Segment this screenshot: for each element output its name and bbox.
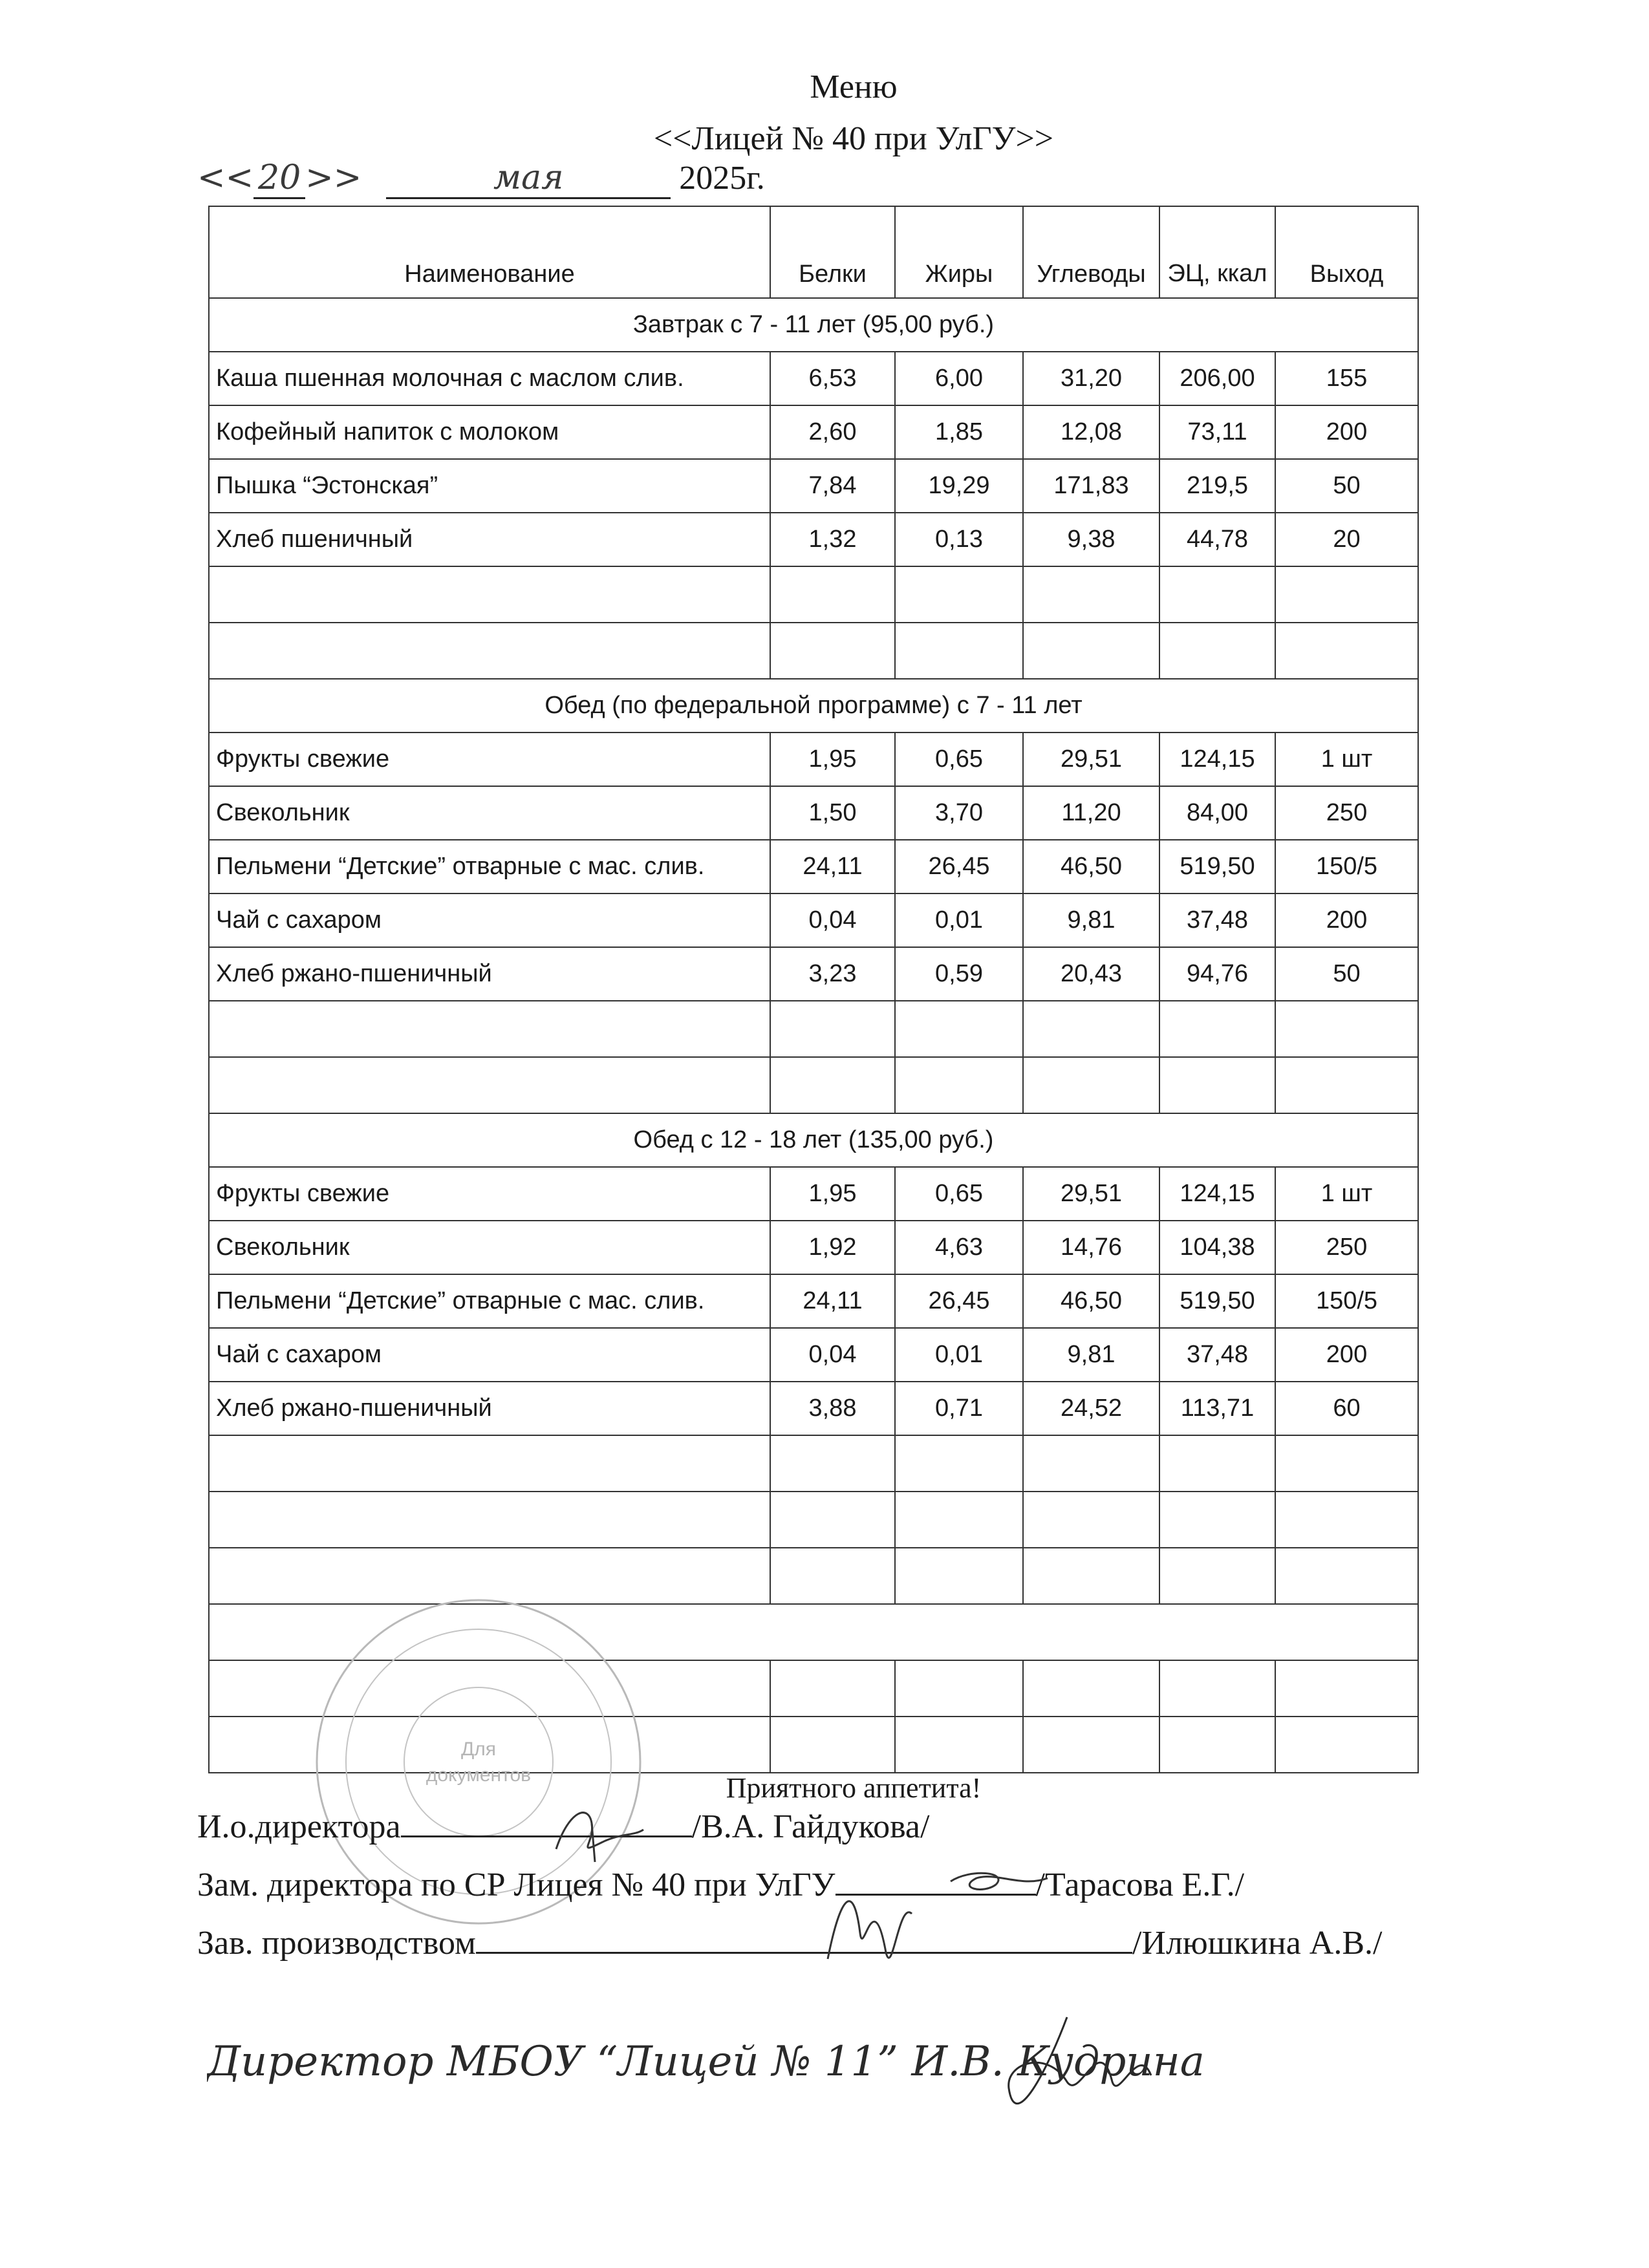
column-header-name: Наименование xyxy=(209,206,770,298)
value-cell: 6,53 xyxy=(770,352,895,405)
value-cell: 26,45 xyxy=(895,840,1023,893)
value-cell: 2,60 xyxy=(770,405,895,459)
dish-name-cell: Свекольник xyxy=(209,1221,770,1274)
empty-cell xyxy=(1275,1001,1418,1057)
empty-table-row xyxy=(209,1492,1418,1548)
value-cell: 0,04 xyxy=(770,893,895,947)
empty-cell xyxy=(209,1492,770,1548)
signature-line-production xyxy=(197,1923,1383,1962)
empty-cell xyxy=(209,1435,770,1492)
dish-name-cell: Пельмени “Детские” отварные с мас. слив. xyxy=(209,840,770,893)
date-line xyxy=(197,158,765,199)
empty-cell xyxy=(1023,1548,1159,1604)
value-cell: 250 xyxy=(1275,786,1418,840)
empty-table-row xyxy=(209,566,1418,623)
dish-name-cell: Хлеб ржано-пшеничный xyxy=(209,947,770,1001)
value-cell: 1,95 xyxy=(770,1167,895,1221)
column-header-carbs: Углеводы xyxy=(1023,206,1159,298)
empty-cell xyxy=(770,1057,895,1113)
section-header-row xyxy=(209,1113,1418,1167)
empty-cell xyxy=(1023,1492,1159,1548)
value-cell: 124,15 xyxy=(1159,733,1275,786)
table-row xyxy=(209,405,1418,459)
date-close: >> xyxy=(305,158,362,197)
empty-cell xyxy=(1023,1057,1159,1113)
value-cell: 519,50 xyxy=(1159,1274,1275,1328)
column-header-fat: Жиры xyxy=(895,206,1023,298)
empty-cell xyxy=(209,1057,770,1113)
value-cell: 200 xyxy=(1275,1328,1418,1382)
table-row xyxy=(209,786,1418,840)
value-cell: 0,04 xyxy=(770,1328,895,1382)
signature-name: /Тарасова Е.Г./ xyxy=(1035,1867,1245,1903)
table-row xyxy=(209,840,1418,893)
dish-name-cell: Свекольник xyxy=(209,786,770,840)
value-cell: 4,63 xyxy=(895,1221,1023,1274)
empty-table-row xyxy=(209,1057,1418,1113)
value-cell: 84,00 xyxy=(1159,786,1275,840)
empty-cell xyxy=(895,1548,1023,1604)
empty-table-row xyxy=(209,623,1418,679)
date-open: << xyxy=(197,158,254,197)
value-cell: 150/5 xyxy=(1275,1274,1418,1328)
value-cell: 206,00 xyxy=(1159,352,1275,405)
table-row xyxy=(209,352,1418,405)
table-row xyxy=(209,947,1418,1001)
stamp-text-line2: документов xyxy=(426,1764,532,1786)
signature-line-deputy xyxy=(197,1865,1244,1904)
value-cell: 3,23 xyxy=(770,947,895,1001)
closing-text: Приятного аппетита! xyxy=(726,1772,982,1804)
empty-table-row xyxy=(209,1001,1418,1057)
empty-cell xyxy=(770,1717,895,1773)
value-cell: 150/5 xyxy=(1275,840,1418,893)
signature-role: Зав. производством xyxy=(197,1925,476,1962)
dish-name-cell: Чай с сахаром xyxy=(209,893,770,947)
empty-cell xyxy=(1275,1548,1418,1604)
empty-cell xyxy=(1275,1057,1418,1113)
empty-cell xyxy=(895,1001,1023,1057)
table-header-row xyxy=(209,206,1418,298)
empty-cell xyxy=(895,1717,1023,1773)
empty-cell xyxy=(1159,1548,1275,1604)
table-row xyxy=(209,1221,1418,1274)
empty-cell xyxy=(209,1001,770,1057)
value-cell: 37,48 xyxy=(1159,893,1275,947)
section-header-row xyxy=(209,679,1418,733)
table-row xyxy=(209,1382,1418,1435)
section-title: Обед (по федеральной программе) с 7 - 11 лет xyxy=(209,679,1418,733)
empty-cell xyxy=(770,1492,895,1548)
value-cell: 60 xyxy=(1275,1382,1418,1435)
empty-cell xyxy=(1159,1001,1275,1057)
empty-cell xyxy=(1275,1492,1418,1548)
value-cell: 250 xyxy=(1275,1221,1418,1274)
signature-role: И.о.директора xyxy=(197,1808,401,1845)
value-cell: 0,59 xyxy=(895,947,1023,1001)
value-cell: 200 xyxy=(1275,893,1418,947)
empty-cell xyxy=(770,566,895,623)
empty-cell xyxy=(1159,1057,1275,1113)
signature-name: /В.А. Гайдукова/ xyxy=(691,1808,930,1845)
value-cell: 9,81 xyxy=(1023,893,1159,947)
dish-name-cell: Фрукты свежие xyxy=(209,733,770,786)
empty-cell xyxy=(895,1492,1023,1548)
empty-cell xyxy=(895,566,1023,623)
value-cell: 29,51 xyxy=(1023,1167,1159,1221)
column-header-yield: Выход xyxy=(1275,206,1418,298)
value-cell: 24,52 xyxy=(1023,1382,1159,1435)
date-year: 2025г. xyxy=(679,160,765,197)
empty-cell xyxy=(1023,566,1159,623)
table-row xyxy=(209,733,1418,786)
empty-cell xyxy=(209,623,770,679)
empty-cell xyxy=(1159,1492,1275,1548)
column-header-protein: Белки xyxy=(770,206,895,298)
document-header xyxy=(0,61,1649,165)
value-cell: 73,11 xyxy=(1159,405,1275,459)
empty-cell xyxy=(1159,1435,1275,1492)
empty-cell xyxy=(1023,623,1159,679)
value-cell: 9,38 xyxy=(1023,513,1159,566)
table-row xyxy=(209,459,1418,513)
empty-cell xyxy=(770,1660,895,1717)
table-body xyxy=(209,298,1418,1773)
value-cell: 1,92 xyxy=(770,1221,895,1274)
value-cell: 6,00 xyxy=(895,352,1023,405)
empty-cell xyxy=(1023,1660,1159,1717)
dish-name-cell: Пельмени “Детские” отварные с мас. слив. xyxy=(209,1274,770,1328)
empty-cell xyxy=(1023,1717,1159,1773)
value-cell: 24,11 xyxy=(770,1274,895,1328)
value-cell: 37,48 xyxy=(1159,1328,1275,1382)
value-cell: 46,50 xyxy=(1023,1274,1159,1328)
table-row xyxy=(209,1328,1418,1382)
value-cell: 44,78 xyxy=(1159,513,1275,566)
school-name: <<Лицей № 40 при УлГУ>> xyxy=(653,120,1054,157)
empty-cell xyxy=(1275,566,1418,623)
dish-name-cell: Хлеб пшеничный xyxy=(209,513,770,566)
value-cell: 19,29 xyxy=(895,459,1023,513)
value-cell: 94,76 xyxy=(1159,947,1275,1001)
value-cell: 20,43 xyxy=(1023,947,1159,1001)
value-cell: 1,85 xyxy=(895,405,1023,459)
dish-name-cell: Кофейный напиток с молоком xyxy=(209,405,770,459)
signature-role: Зам. директора по СР Лицея № 40 при УлГУ xyxy=(197,1867,835,1903)
dish-name-cell: Каша пшенная молочная с маслом слив. xyxy=(209,352,770,405)
value-cell: 104,38 xyxy=(1159,1221,1275,1274)
value-cell: 26,45 xyxy=(895,1274,1023,1328)
menu-title: Меню xyxy=(810,69,898,105)
value-cell: 171,83 xyxy=(1023,459,1159,513)
table-row xyxy=(209,513,1418,566)
value-cell: 11,20 xyxy=(1023,786,1159,840)
empty-cell xyxy=(895,623,1023,679)
value-cell: 3,88 xyxy=(770,1382,895,1435)
value-cell: 0,01 xyxy=(895,893,1023,947)
value-cell: 124,15 xyxy=(1159,1167,1275,1221)
empty-cell xyxy=(209,566,770,623)
value-cell: 46,50 xyxy=(1023,840,1159,893)
value-cell: 0,65 xyxy=(895,1167,1023,1221)
section-header-row xyxy=(209,298,1418,352)
menu-table xyxy=(208,206,1419,1773)
signature-scribble-director xyxy=(530,1797,660,1868)
value-cell: 50 xyxy=(1275,459,1418,513)
section-title: Обед с 12 - 18 лет (135,00 руб.) xyxy=(209,1113,1418,1167)
empty-table-row xyxy=(209,1435,1418,1492)
signature-scribble-deputy xyxy=(802,1856,1073,1985)
empty-cell xyxy=(1159,623,1275,679)
value-cell: 3,70 xyxy=(895,786,1023,840)
value-cell: 0,01 xyxy=(895,1328,1023,1382)
date-day: 20 xyxy=(253,158,305,199)
empty-cell xyxy=(1275,1717,1418,1773)
dish-name-cell: Фрукты свежие xyxy=(209,1167,770,1221)
value-cell: 29,51 xyxy=(1023,733,1159,786)
value-cell: 7,84 xyxy=(770,459,895,513)
empty-cell xyxy=(1023,1001,1159,1057)
value-cell: 9,81 xyxy=(1023,1328,1159,1382)
dish-name-cell: Хлеб ржано-пшеничный xyxy=(209,1382,770,1435)
dish-name-cell: Пышка “Эстонская” xyxy=(209,459,770,513)
table-row xyxy=(209,1167,1418,1221)
section-title: Завтрак с 7 - 11 лет (95,00 руб.) xyxy=(209,298,1418,352)
value-cell: 113,71 xyxy=(1159,1382,1275,1435)
value-cell: 1 шт xyxy=(1275,733,1418,786)
empty-cell xyxy=(770,1001,895,1057)
empty-cell xyxy=(1275,1660,1418,1717)
value-cell: 200 xyxy=(1275,405,1418,459)
dish-name-cell: Чай с сахаром xyxy=(209,1328,770,1382)
empty-cell xyxy=(895,1435,1023,1492)
value-cell: 24,11 xyxy=(770,840,895,893)
value-cell: 1,32 xyxy=(770,513,895,566)
value-cell: 155 xyxy=(1275,352,1418,405)
value-cell: 1,50 xyxy=(770,786,895,840)
empty-cell xyxy=(1159,566,1275,623)
empty-cell xyxy=(770,623,895,679)
value-cell: 20 xyxy=(1275,513,1418,566)
value-cell: 1 шт xyxy=(1275,1167,1418,1221)
value-cell: 50 xyxy=(1275,947,1418,1001)
table-row xyxy=(209,1274,1418,1328)
empty-cell xyxy=(770,1548,895,1604)
empty-cell xyxy=(770,1435,895,1492)
value-cell: 14,76 xyxy=(1023,1221,1159,1274)
date-month: мая xyxy=(386,158,671,199)
empty-cell xyxy=(1159,1717,1275,1773)
handwritten-approval-text: Директор МБОУ “Лицей № 11” И.В. Кудрина xyxy=(207,2038,1205,2086)
empty-cell xyxy=(1023,1435,1159,1492)
value-cell: 12,08 xyxy=(1023,405,1159,459)
empty-cell xyxy=(895,1660,1023,1717)
empty-cell xyxy=(1275,1435,1418,1492)
value-cell: 1,95 xyxy=(770,733,895,786)
empty-cell xyxy=(1275,623,1418,679)
empty-cell xyxy=(1159,1660,1275,1717)
value-cell: 0,65 xyxy=(895,733,1023,786)
value-cell: 519,50 xyxy=(1159,840,1275,893)
table-row xyxy=(209,893,1418,947)
signature-name: /Илюшкина А.В./ xyxy=(1132,1925,1383,1962)
value-cell: 0,13 xyxy=(895,513,1023,566)
stamp-text-line1: Для xyxy=(460,1738,497,1760)
value-cell: 31,20 xyxy=(1023,352,1159,405)
empty-cell xyxy=(895,1057,1023,1113)
value-cell: 0,71 xyxy=(895,1382,1023,1435)
handwritten-approval xyxy=(207,1991,1565,2140)
value-cell: 219,5 xyxy=(1159,459,1275,513)
column-header-kcal: ЭЦ, ккал xyxy=(1159,206,1275,298)
